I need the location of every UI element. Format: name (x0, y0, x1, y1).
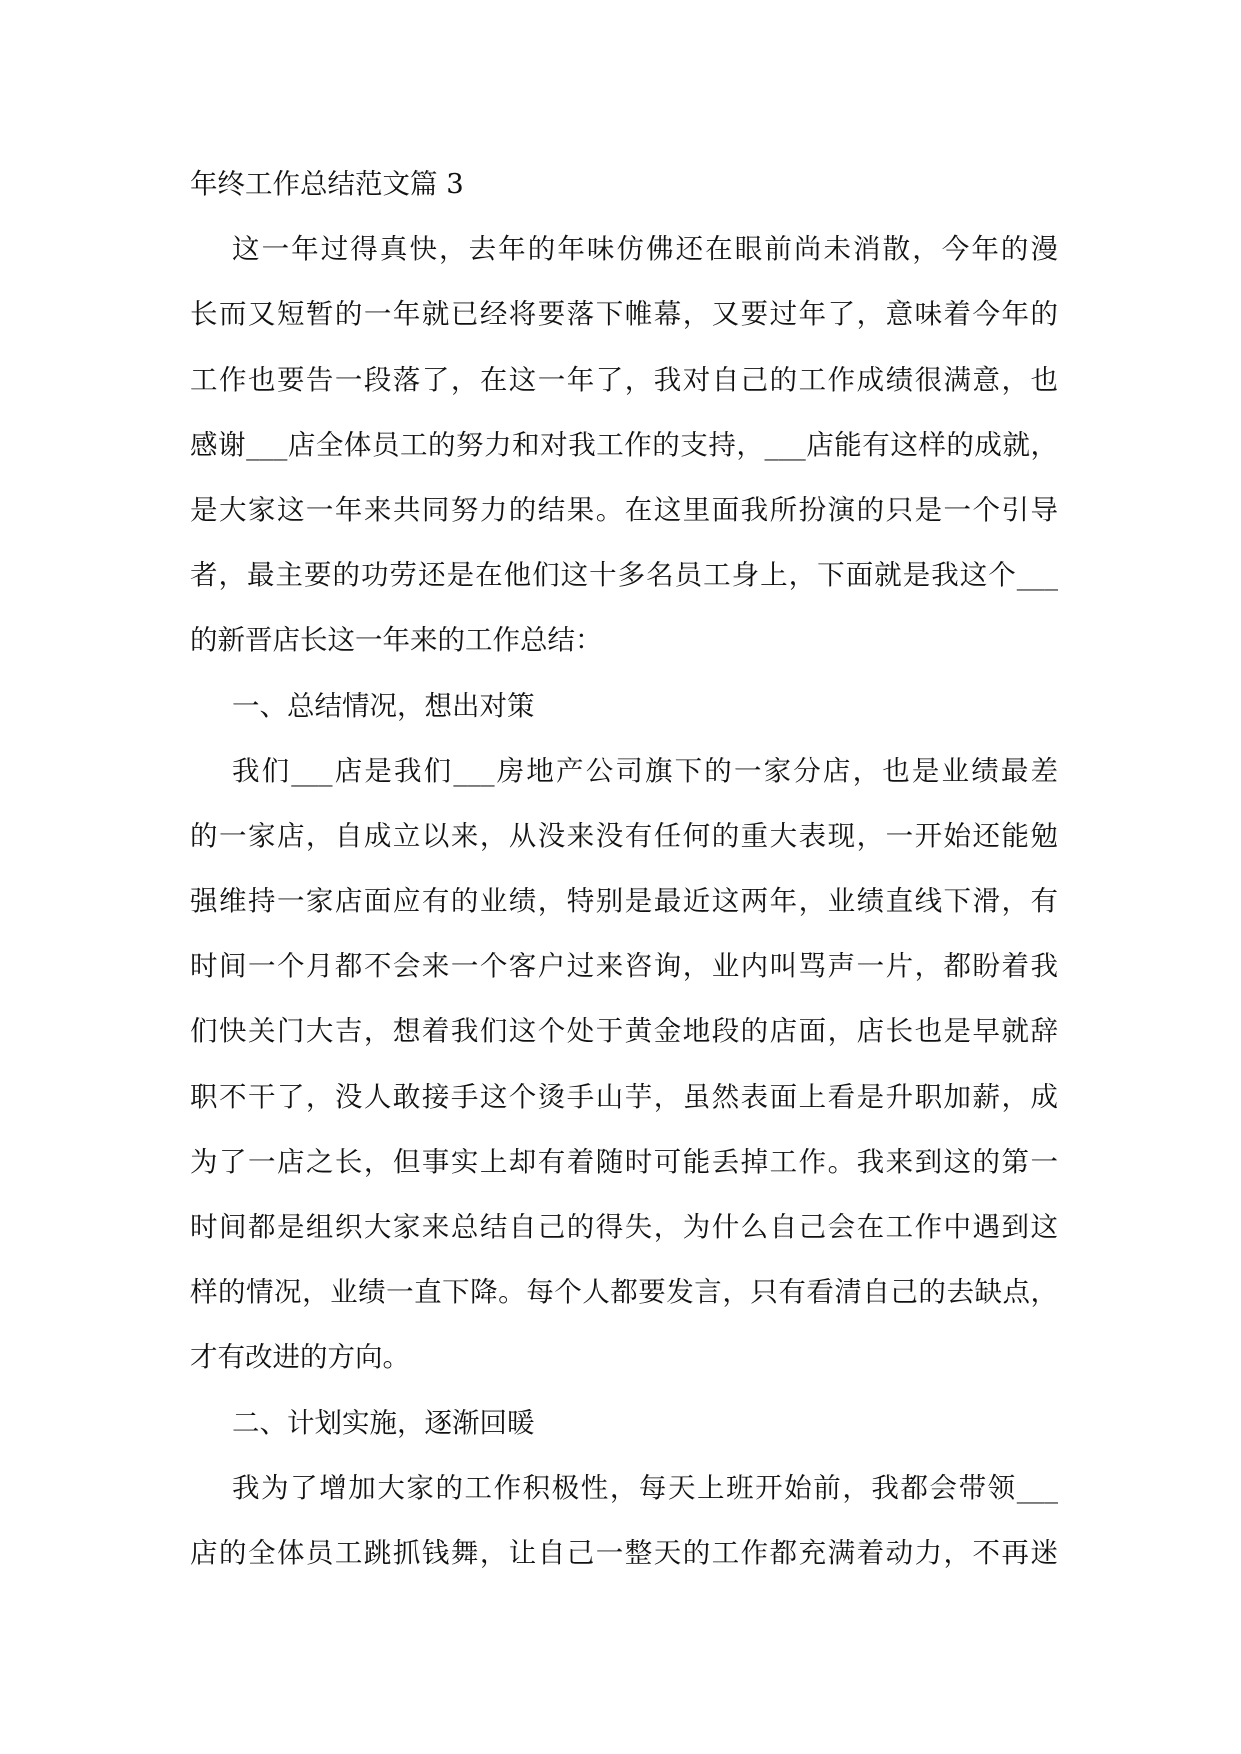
document-body (190, 152, 1058, 1586)
paragraph-line: 店的全体员工跳抓钱舞，让自己一整天的工作都充满着动力，不再迷 (190, 1536, 1058, 1569)
section-heading: 一、总结情况，想出对策 (232, 689, 535, 722)
paragraph-line: 时间一个月都不会来一个客户过来咨询，业内叫骂声一片，都盼着我 (190, 950, 1058, 983)
paragraph-1 (190, 217, 1058, 673)
section-heading: 二、计划实施，逐渐回暖 (232, 1406, 535, 1439)
paragraph-line: 为了一店之长，但事实上却有着随时可能丢掉工作。我来到这的第一 (190, 1145, 1058, 1178)
paragraph-line: 这一年过得真快，去年的年味仿佛还在眼前尚未消散，今年的漫 (232, 233, 1058, 266)
paragraph-line: 长而又短暂的一年就已经将要落下帷幕，又要过年了，意味着今年的 (190, 298, 1058, 331)
paragraph-line: 的一家店，自成立以来，从没来没有任何的重大表现，一开始还能勉 (190, 819, 1058, 852)
document-title: 年终工作总结范文篇 3 (190, 168, 464, 200)
paragraph-line: 职不干了，没人敢接手这个烫手山芋，虽然表面上看是升职加薪，成 (190, 1080, 1058, 1113)
paragraph-line: 我们___店是我们___房地产公司旗下的一家分店，也是业绩最差 (232, 754, 1058, 787)
paragraph-line: 才有改进的方向。 (190, 1341, 410, 1374)
paragraph-line: 时间都是组织大家来总结自己的得失，为什么自己会在工作中遇到这 (190, 1211, 1058, 1243)
paragraph-3 (190, 1456, 1058, 1586)
paragraph-line: 者，最主要的功劳还是在他们这十多名员工身上，下面就是我这个___ (190, 559, 1058, 592)
paragraph-line: 强维持一家店面应有的业绩，特别是最近这两年，业绩直线下滑，有 (190, 885, 1058, 918)
paragraph-line: 工作也要告一段落了，在这一年了，我对自己的工作成绩很满意，也 (190, 363, 1058, 396)
paragraph-line: 感谢___店全体员工的努力和对我工作的支持，___店能有这样的成就， (190, 428, 1058, 461)
paragraph-line: 我为了增加大家的工作积极性，每天上班开始前，我都会带领___ (232, 1471, 1058, 1504)
paragraph-line: 样的情况，业绩一直下降。每个人都要发言，只有看清自己的去缺点， (190, 1276, 1058, 1309)
paragraph-line: 是大家这一年来共同努力的结果。在这里面我所扮演的只是一个引导 (190, 493, 1058, 526)
paragraph-line: 们快关门大吉，想着我们这个处于黄金地段的店面，店长也是早就辞 (190, 1015, 1058, 1048)
paragraph-line: 的新晋店长这一年来的工作总结： (190, 624, 603, 657)
paragraph-2 (190, 739, 1058, 1391)
